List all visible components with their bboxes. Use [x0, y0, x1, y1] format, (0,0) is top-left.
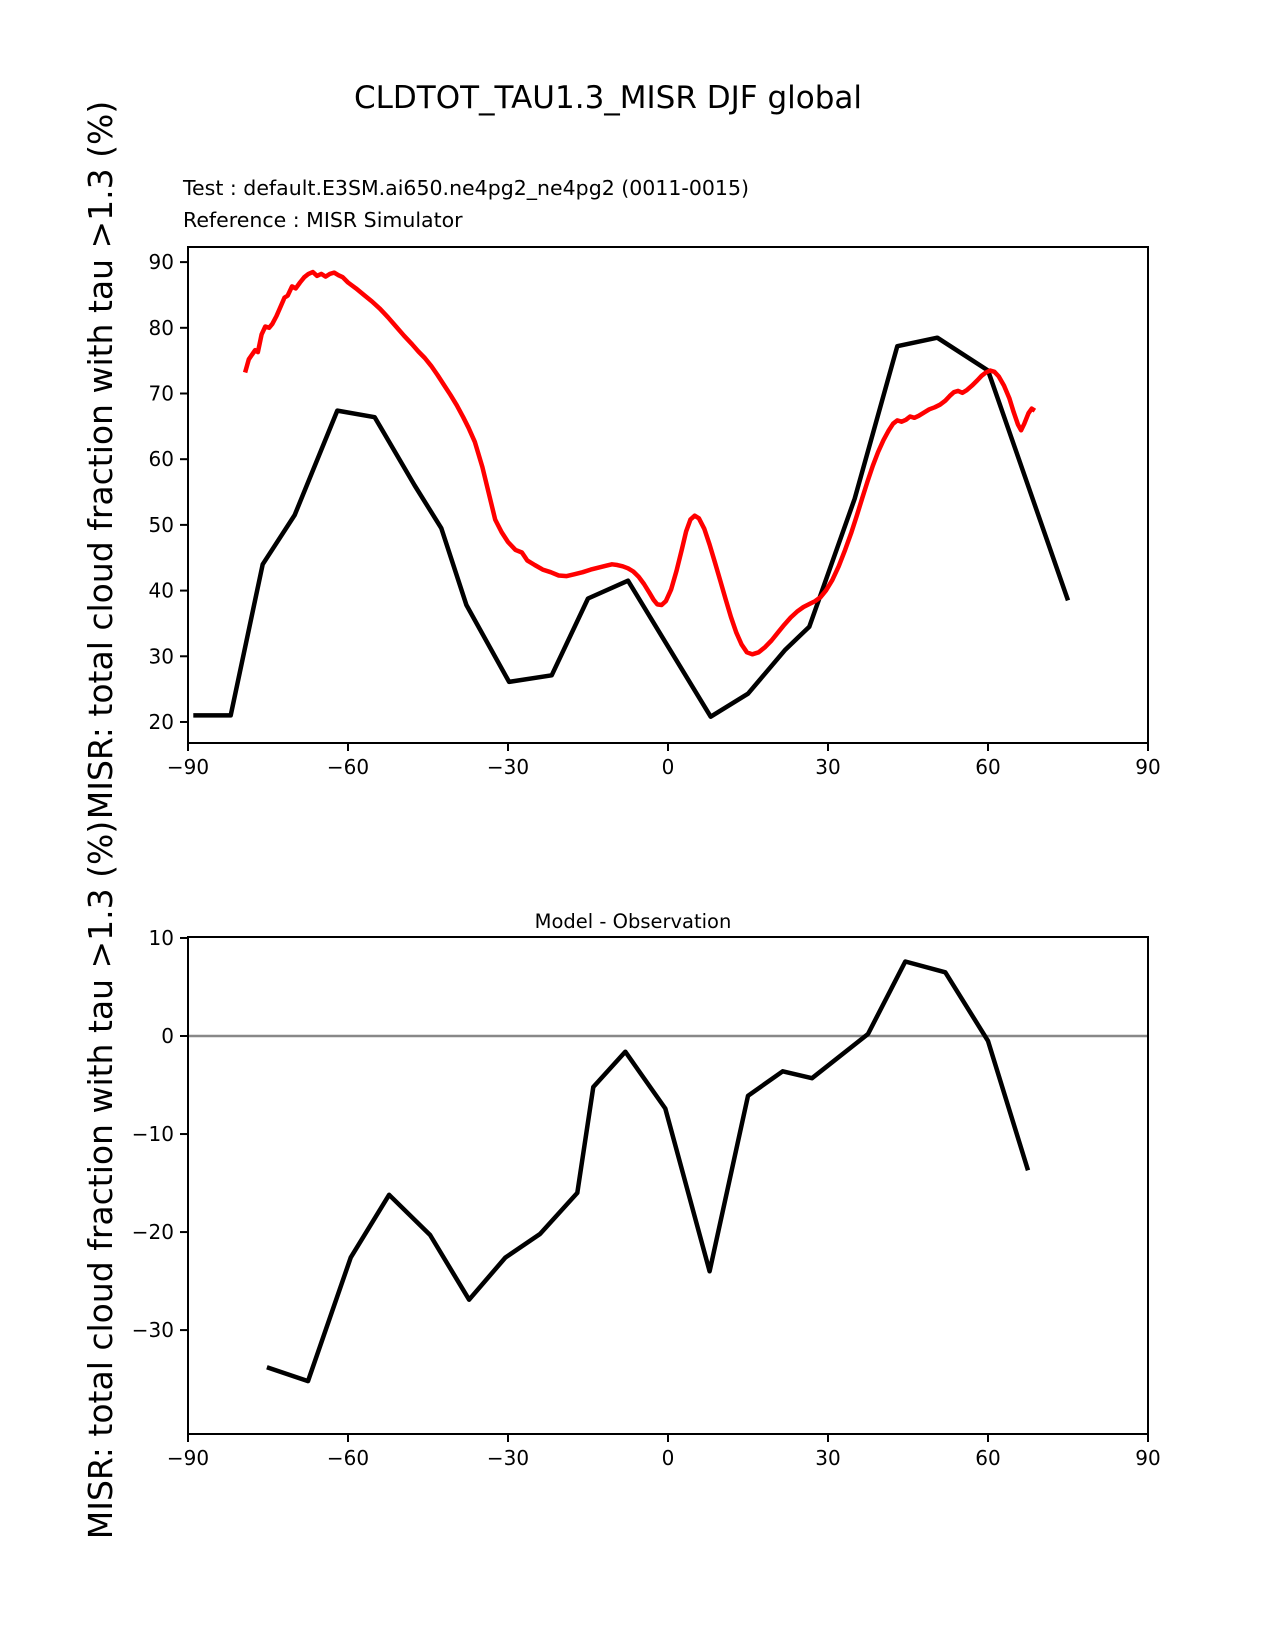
y-tick-label: 90 — [148, 250, 174, 275]
y-tick-label: 40 — [148, 578, 174, 603]
y-tick-label: 30 — [148, 644, 174, 669]
y-tick-label: 10 — [148, 925, 174, 950]
top-chart-frame — [188, 247, 1148, 743]
y-tick-label: −20 — [131, 1220, 174, 1245]
x-tick-label: 60 — [975, 1446, 1001, 1470]
y-tick-label: 0 — [161, 1024, 174, 1049]
figure-title: CLDTOT_TAU1.3_MISR DJF global — [354, 80, 862, 116]
x-tick-label: 0 — [661, 755, 675, 779]
x-tick-label: −30 — [486, 1446, 530, 1470]
y-tick-label: 60 — [148, 447, 174, 472]
bottom-chart-frame — [188, 937, 1148, 1434]
y-tick-label: 20 — [148, 709, 174, 734]
bottom-chart-title: Model - Observation — [534, 910, 732, 933]
y-tick-label: −30 — [131, 1318, 174, 1343]
x-tick-label: −90 — [166, 755, 210, 779]
test-label: Test : default.E3SM.ai650.ne4pg2_ne4pg2 (0011-0015) — [183, 176, 750, 200]
y-tick-label: −10 — [131, 1122, 174, 1147]
top-chart-y-axis-label: MISR: total cloud fraction with tau >1.3 (%) — [81, 100, 120, 820]
test-series — [193, 338, 1068, 717]
x-tick-label: 90 — [1135, 755, 1161, 779]
x-tick-label: 90 — [1135, 1446, 1161, 1470]
bottom-chart-ticks — [132, 926, 1161, 1470]
y-tick-label: 70 — [148, 381, 174, 406]
x-tick-label: 30 — [815, 1446, 841, 1470]
y-tick-label: 50 — [148, 512, 174, 537]
x-tick-label: −60 — [326, 1446, 370, 1470]
x-tick-label: −60 — [326, 755, 370, 779]
reference-label: Reference : MISR Simulator — [183, 208, 463, 232]
bottom-chart — [81, 821, 1161, 1540]
difference-series — [267, 962, 1028, 1382]
y-tick-label: 80 — [148, 315, 174, 340]
x-tick-label: 30 — [815, 755, 841, 779]
bottom-chart-y-axis-label: MISR: total cloud fraction with tau >1.3 (%) — [81, 820, 120, 1540]
x-tick-label: 0 — [661, 1446, 675, 1470]
x-tick-label: −30 — [486, 755, 530, 779]
top-chart-curves — [193, 272, 1068, 717]
x-tick-label: 60 — [975, 755, 1001, 779]
bottom-chart-curves — [267, 962, 1028, 1382]
top-chart-ticks — [149, 250, 1161, 779]
x-tick-label: −90 — [166, 1446, 210, 1470]
